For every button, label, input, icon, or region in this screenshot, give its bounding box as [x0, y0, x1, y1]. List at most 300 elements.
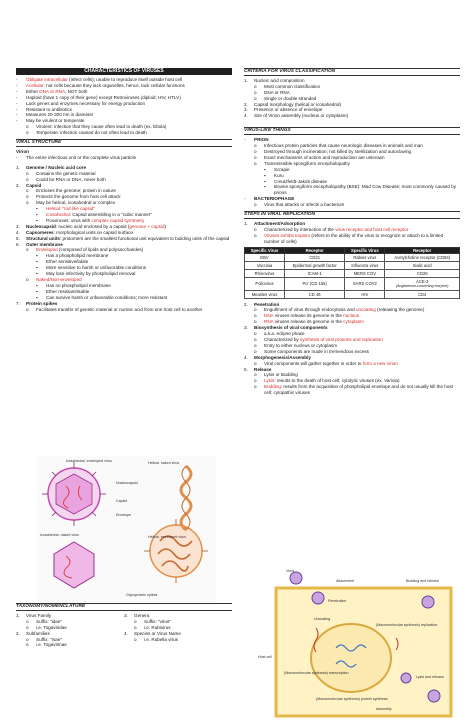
- text-run: i.e. Togaviridae: [36, 624, 67, 630]
- nucleus: [311, 624, 391, 692]
- list-marker: ▪: [36, 206, 38, 212]
- text-run: Capsid: [26, 182, 42, 188]
- text-run: Subfamilies: [26, 630, 50, 636]
- list-marker: o: [254, 160, 257, 166]
- criteria-title: CRITERIA FOR VIRUS CLASSIFICATION: [244, 68, 460, 76]
- text-run: Characterized by interaction of the: [264, 226, 336, 232]
- list-text: [36, 642, 67, 648]
- text-run: Capsomeres: [26, 229, 54, 235]
- list-marker: 2.: [16, 630, 20, 636]
- list-marker: ▪: [36, 282, 38, 288]
- label-helical-env: Helical, enveloped virus: [148, 535, 186, 539]
- list-marker: 3.: [16, 223, 20, 229]
- label-lysis: Lysis and release: [416, 675, 444, 679]
- text-run: : morphological units on capsid surface: [53, 229, 133, 235]
- text-run: BACTERIOPHAGE: [254, 196, 295, 202]
- list-marker: ▪: [264, 178, 266, 184]
- list-marker: o: [254, 95, 257, 101]
- list-marker: o: [26, 618, 29, 624]
- list-marker: o: [254, 331, 257, 337]
- list-marker: o: [254, 348, 257, 354]
- list-text: [274, 184, 460, 196]
- list-text: [36, 130, 147, 136]
- table-row: [245, 253, 460, 261]
- text-run: viruses release its genome in the: [273, 319, 344, 325]
- text-run: : not cells because they lack organelles, hence, lack cellular functions: [43, 82, 185, 88]
- virus-particle: [428, 690, 440, 702]
- list-marker: -: [16, 94, 18, 100]
- label-uncoating: Uncoating: [314, 617, 331, 621]
- list-marker: -: [16, 106, 18, 112]
- list-marker: 5.: [16, 235, 20, 241]
- text-run: Engulfment of virus through endocytosis and: [264, 307, 356, 313]
- list-marker: o: [254, 226, 257, 232]
- table-body: [245, 253, 460, 298]
- taxonomy-col1: [16, 613, 124, 648]
- label-glyco: Glycoprotein spikes: [126, 593, 158, 597]
- taxonomy-grid: [16, 613, 232, 648]
- text-run: Acellular: [26, 82, 44, 88]
- text-run: Most common classification: [264, 83, 321, 89]
- list-marker: o: [134, 618, 137, 624]
- table-header: Receptor: [285, 247, 345, 253]
- text-run: Some components are made in tremendous excess: [264, 348, 369, 354]
- list-marker: 7.: [16, 300, 20, 306]
- text-run: (refers to the ability of the virus to recognize or attach to a limited number of cells): [264, 232, 444, 244]
- list-marker: ▪: [264, 166, 266, 172]
- virus-like-title: VIRUS-LIKE THINGS: [244, 127, 460, 135]
- table-cell: [245, 290, 285, 298]
- taxonomy-col2: [124, 613, 232, 648]
- list-marker: ▪: [36, 217, 38, 223]
- list-marker: o: [254, 360, 257, 366]
- text-run: Viruses exhibit tropism: [264, 232, 311, 238]
- right-column: [244, 68, 460, 711]
- table-cell: [285, 277, 345, 290]
- list-text: [36, 177, 106, 183]
- table-cell: [285, 261, 345, 269]
- text-run: Scrapie: [274, 166, 290, 172]
- text-run: More sensitive to harsh or unfavorable conditions: [46, 265, 147, 271]
- list-marker: o: [26, 130, 29, 136]
- label-assembly: Assembly: [376, 707, 392, 711]
- table-cell: [245, 253, 285, 261]
- text-run: DNA or RNA: [39, 88, 66, 94]
- table-cell: [385, 261, 460, 269]
- list-marker: ▪: [264, 172, 266, 178]
- text-run: Kuru: [274, 172, 284, 178]
- list-marker: -: [244, 196, 246, 202]
- text-run: Nucleic acid composition: [254, 77, 305, 83]
- list-marker: o: [254, 143, 257, 149]
- list-marker: 2.: [16, 182, 20, 188]
- virus-receptor-table: [244, 247, 460, 299]
- list-marker: -: [244, 137, 246, 143]
- label-capsid: Capsid: [116, 499, 128, 503]
- text-run: Penetration: [254, 301, 280, 307]
- text-run: genome + capsid: [129, 223, 165, 229]
- text-run: Transmissible spongiform encephalopathy: [264, 160, 350, 166]
- list-marker: -: [16, 112, 18, 118]
- label-ico-naked: Icosahedral, naked virus: [40, 533, 79, 537]
- table-cell: [345, 277, 385, 290]
- cell-text: ICAM-1: [307, 270, 322, 276]
- virus-particle: [401, 673, 411, 683]
- text-run: Genome / Nucleic acid core: [26, 164, 86, 170]
- text-run: Ether sensitive/labile: [46, 259, 89, 265]
- text-run: cytoplasm: [343, 319, 364, 325]
- text-run: The entire infectious unit or the complete virus particle: [26, 154, 137, 160]
- table-cell: [345, 290, 385, 298]
- text-run: Structural units: [26, 235, 60, 241]
- table-header: Specific Virus: [245, 247, 285, 253]
- label-envelope: Envelope: [116, 513, 131, 517]
- list-marker: o: [254, 89, 257, 95]
- list-marker: ▪: [36, 271, 38, 277]
- list-item: [16, 642, 124, 648]
- characteristics-header: CHARACTERISTICS OF VIRUSES: [16, 68, 232, 75]
- label-budding: Budding and release: [406, 579, 439, 583]
- list-marker: o: [254, 342, 257, 348]
- text-run: Ether resistant/stable: [46, 288, 90, 294]
- list-item: [16, 307, 232, 313]
- text-run: Single or double stranded: [264, 95, 317, 101]
- text-run: : results from the acquisition of phospholipid envelope and do not usually kill the host cell; cytopathic viruses: [264, 384, 453, 396]
- list-marker: -: [16, 100, 18, 106]
- text-run: Can survive harsh or unfavorable conditions; more resistant: [46, 294, 168, 300]
- list-marker: o: [134, 636, 137, 642]
- list-marker: -: [16, 82, 18, 88]
- table-cell: [345, 269, 385, 277]
- list-text: [144, 637, 178, 643]
- text-run: Lysis: [264, 378, 275, 384]
- text-run: Attachment/Adsorption: [254, 220, 306, 226]
- table-cell: [385, 290, 460, 298]
- label-penetration: Penetration: [328, 599, 347, 603]
- list-marker: o: [254, 313, 257, 319]
- list-item: [124, 637, 232, 643]
- text-run: Suffix: "inae": [36, 636, 62, 642]
- cell-text: Rabies virus: [353, 254, 377, 260]
- table-row: [245, 290, 460, 298]
- text-run: Temperate: infection caused do not often lead to death: [36, 130, 147, 136]
- text-run: Nucleocapsid: [26, 223, 56, 229]
- cell-text: EBV: [260, 254, 269, 260]
- list-marker: 2.: [244, 301, 248, 307]
- label-nucleocapsid: Nucleocapsid: [116, 481, 138, 485]
- text-run: Enveloped: [36, 247, 58, 253]
- text-run: Morphogenesis/Assembly: [254, 354, 311, 360]
- list-marker: o: [26, 188, 29, 194]
- list-marker: o: [254, 372, 257, 378]
- cell-text: HIV: [361, 291, 369, 297]
- list-text: [26, 155, 136, 161]
- text-run: (composed of lipids and polysaccharides): [57, 247, 144, 253]
- cell-text: CD4: [417, 291, 427, 297]
- list-marker: 3.: [244, 325, 248, 331]
- list-marker: o: [254, 307, 257, 313]
- label-attachment: Attachment: [336, 579, 355, 583]
- cell-text: Sialic acid: [412, 262, 432, 268]
- text-run: DNA: [264, 313, 274, 319]
- text-run: Virulent: infection that they cause often lead to death (ex. Ebola): [36, 124, 167, 130]
- list-marker: o: [254, 337, 257, 342]
- text-run: Virus Family: [26, 612, 52, 618]
- label-transcription: (Macromolecular synthesis) transcription: [284, 671, 349, 675]
- list-marker: o: [254, 378, 257, 384]
- text-run: (infect cells); unable to reproduce itself outside host cell: [67, 77, 183, 82]
- cell-text: Epidermal growth factor: [292, 262, 337, 268]
- text-run: : nucleic acid enclosed by a capsid (: [55, 223, 130, 229]
- text-run: May lose infectivity by phospholipid removal: [46, 271, 136, 277]
- list-marker: -: [16, 88, 18, 94]
- list-marker: ▪: [36, 294, 38, 300]
- list-item: [244, 384, 460, 396]
- text-run: synthesis of viral proteins and replication: [300, 337, 383, 342]
- list-marker: -: [16, 154, 18, 160]
- list-marker: ▪: [36, 288, 38, 294]
- text-run: Outer membrane: [26, 241, 63, 247]
- text-run: Protects the genome from host cell attack: [36, 194, 121, 200]
- list-marker: 4.: [124, 630, 128, 636]
- replication-cycle-figure: [256, 568, 456, 718]
- list-marker: o: [26, 124, 29, 130]
- text-run: Icosahedral: [46, 212, 70, 218]
- label-replication: (Macromolecular synthesis) replication: [376, 623, 438, 627]
- table-row: [245, 269, 460, 277]
- table-cell: [385, 277, 460, 290]
- text-run: May be virulent or temperate: [26, 118, 85, 124]
- list-marker: 3.: [244, 107, 248, 113]
- text-run: form a new virion: [362, 360, 398, 366]
- replication-title: STEPS IN VIRAL REPLICATION: [244, 211, 460, 219]
- text-run: RNA: [264, 319, 274, 325]
- left-column: [16, 68, 232, 648]
- text-run: i.e. Rubella virus: [144, 636, 178, 642]
- text-run: (releasing the genome): [375, 307, 425, 313]
- table-cell: [245, 277, 285, 290]
- list-marker: o: [254, 83, 257, 89]
- list-marker: ▪: [264, 184, 266, 190]
- list-marker: 3.: [124, 612, 128, 618]
- viral-structure-title: VIRAL STRUCTURE: [16, 139, 232, 147]
- text-run: : results to the death of host cell; cytolytic viruses (ex. Variola): [274, 378, 400, 384]
- list-marker: 4.: [244, 113, 248, 119]
- ace-note: (Angiotensin-converting enzyme): [395, 283, 449, 288]
- text-run: nucleus: [343, 313, 360, 319]
- text-run: Either: [26, 88, 40, 94]
- list-marker: 2.: [244, 101, 248, 107]
- text-run: Presence or absence of envelope: [254, 107, 323, 113]
- list-marker: o: [26, 194, 29, 200]
- text-run: Haploid (have 1 copy of their gene) except Retroviruses (diploid; HIV, HTLV): [26, 94, 181, 100]
- table-header-row: [245, 247, 460, 253]
- list-marker: o: [26, 247, 29, 253]
- text-run: Destroyed through incineration; not killed by sterilization and autoclaving: [264, 148, 412, 154]
- table-cell: [385, 253, 460, 261]
- list-marker: o: [26, 170, 29, 176]
- list-text: [264, 202, 344, 208]
- text-run: Encloses the genome; protein in nature: [36, 188, 116, 194]
- list-marker: ▪: [36, 265, 38, 271]
- text-run: Species or Virus Name: [134, 630, 181, 636]
- list-item: [244, 233, 460, 245]
- table-cell: [285, 269, 345, 277]
- list-marker: o: [26, 200, 29, 206]
- list-text: [46, 295, 167, 301]
- structure-list: [16, 165, 232, 313]
- text-run: Characterized by: [264, 337, 301, 342]
- table-header: Receptor: [385, 247, 460, 253]
- text-run: Virus that attacks or infects a bacterium: [264, 202, 345, 208]
- text-run: Has a phospholipid membrane: [46, 253, 109, 259]
- list-marker: ▪: [36, 212, 38, 218]
- text-run: Creutzfeldt-Jakob disease: [274, 178, 328, 184]
- table-cell: [285, 290, 345, 298]
- characteristics-list: [16, 77, 232, 136]
- list-marker: 1.: [244, 77, 248, 83]
- text-run: PRION: [254, 137, 269, 143]
- list-text: [254, 113, 348, 119]
- list-marker: 5.: [244, 366, 248, 372]
- replication-list-b: [244, 302, 460, 397]
- virion-label: Virion: [16, 148, 29, 154]
- text-run: Suffix: "idae": [36, 618, 62, 624]
- text-run: Contains the genetic material: [36, 170, 96, 176]
- text-run: viruses release its genome in the: [273, 313, 344, 319]
- list-text: [36, 307, 202, 313]
- text-run: Biosynthesis of viral components: [254, 325, 328, 331]
- cell-text: Rhinovirus: [254, 270, 275, 276]
- table-cell: [285, 253, 345, 261]
- list-marker: ▪: [36, 259, 38, 265]
- list-marker: 4.: [244, 354, 248, 360]
- cell-text: Acetylcholine receptor (CD56): [394, 254, 451, 260]
- text-run: ): [164, 223, 167, 229]
- list-marker: o: [26, 624, 29, 630]
- list-marker: o: [134, 624, 137, 630]
- text-run: Obligate intracellular: [26, 77, 68, 82]
- list-marker: o: [26, 176, 29, 182]
- text-run: Bovine spongiform encephalopathy (BSE): Mad Cow Disease; most commonly caused by prions: [274, 184, 457, 196]
- label-virus: Virus: [286, 569, 295, 573]
- table-cell: [345, 261, 385, 269]
- virus-like-list: [244, 137, 460, 208]
- text-run: Naked/Non-enveloped: [36, 277, 82, 282]
- text-run: i.e. Rubivirus: [144, 624, 171, 630]
- text-run: Could be RNA or DNA, never both: [36, 176, 106, 182]
- cell-text: Vaccinia: [256, 262, 273, 268]
- cell-text: Poliovirus: [255, 281, 274, 287]
- list-marker: 1.: [16, 612, 20, 618]
- virus-structure-figure: [36, 456, 216, 606]
- taxonomy-title: TAXONOMY/NOMENCLATURE: [16, 603, 232, 611]
- cell-text: CD21: [309, 254, 321, 260]
- list-text: [264, 384, 460, 396]
- replication-list-a: [244, 221, 460, 245]
- list-marker: 6.: [16, 241, 20, 247]
- text-run: Lysis or Budding: [264, 372, 298, 378]
- text-run: : protomers are the smallest functional unit equivalent to building units of the capsid: [59, 235, 230, 241]
- list-marker: 1.: [16, 164, 20, 170]
- text-run: Site of Virion assembly (nucleus or cytoplasm): [254, 113, 349, 119]
- virus-particle: [422, 596, 434, 608]
- virus-particle: [312, 592, 324, 604]
- list-item: [244, 113, 460, 119]
- list-marker: -: [16, 77, 18, 82]
- cell-text: SARS COV2: [352, 281, 377, 287]
- text-run: : Capsid assembling in a "cubic manner": [69, 212, 152, 218]
- list-marker: o: [254, 148, 257, 154]
- list-marker: o: [254, 202, 257, 208]
- text-run: Resistant to antibiotics: [26, 106, 72, 112]
- text-run: Viral components will gather together in order to: [264, 360, 363, 366]
- text-run: Genera: [134, 612, 150, 618]
- list-text: [264, 361, 398, 367]
- text-run: Facilitates transfer of genetic material or nucleic acid from one host cell to another: [36, 306, 203, 312]
- list-marker: o: [254, 319, 257, 325]
- text-run: , NOT both: [65, 88, 88, 94]
- table-cell: [385, 269, 460, 277]
- list-marker: o: [254, 154, 257, 160]
- text-run: Helical: "rod like capsid": [46, 206, 95, 212]
- list-marker: o: [254, 384, 257, 390]
- list-marker: o: [254, 232, 257, 238]
- cell-text: Pcr (CD 155): [302, 281, 327, 287]
- cell-text: Measles virus: [251, 291, 278, 297]
- text-run: Release: [254, 366, 272, 372]
- text-run: Suffix: "virus": [144, 618, 171, 624]
- text-run: complex capsid symmetry: [91, 217, 145, 223]
- label-protein: (Macromolecular synthesis) protein synthesis: [316, 697, 388, 701]
- cell-text: CD 46: [308, 291, 321, 297]
- list-marker: o: [26, 636, 29, 642]
- text-run: May be helical, icosahedral or complex: [36, 200, 116, 206]
- list-item: [244, 184, 460, 196]
- table-cell: [245, 269, 285, 277]
- criteria-list: [244, 78, 460, 119]
- label-host: Host cell: [258, 655, 272, 659]
- text-run: i.e. Togavirinae: [36, 642, 67, 648]
- cell-text: ACE-2: [416, 278, 429, 284]
- text-run: a.k.a. eclipse phase: [264, 331, 305, 337]
- text-run: Measures 20-300 nm in diameter: [26, 112, 94, 118]
- list-marker: 4.: [16, 229, 20, 235]
- label-helical-naked: Helical, naked virus: [148, 461, 180, 465]
- text-run: Entry to either nucleus or cytoplasm: [264, 342, 338, 348]
- cell-text: Influenza virus: [351, 262, 379, 268]
- virus-particle: [290, 572, 302, 584]
- list-item: [16, 130, 232, 136]
- cell-text: MERS COV: [353, 270, 377, 276]
- text-run: Infectious protein particles that cause neurologic diseases in animals and man: [264, 143, 423, 149]
- list-marker: -: [16, 118, 18, 124]
- table-cell: [245, 261, 285, 269]
- list-marker: o: [26, 306, 29, 312]
- text-run: Protein spikes: [26, 300, 58, 306]
- list-marker: 1.: [244, 220, 248, 226]
- text-run: Budding: [264, 384, 281, 390]
- text-run: Capsid morphology (helical or icosahedral): [254, 101, 342, 107]
- text-run: DNA or RNA: [264, 89, 290, 95]
- text-run: virus receptor and host cell receptor: [335, 226, 409, 232]
- list-marker: ▪: [36, 253, 38, 259]
- table-header: Specific Virus: [345, 247, 385, 253]
- list-marker: o: [26, 277, 29, 282]
- table-row: [245, 261, 460, 269]
- table-cell: [345, 253, 385, 261]
- text-run: Has no phospholipid membrane: [46, 282, 111, 288]
